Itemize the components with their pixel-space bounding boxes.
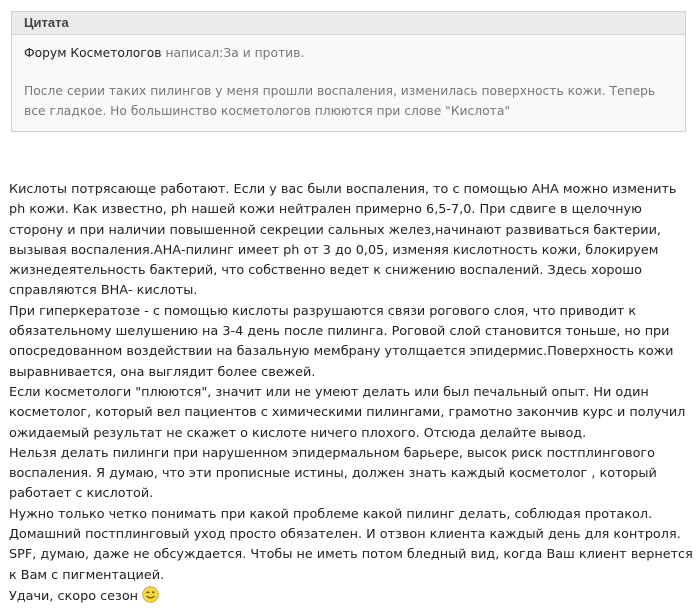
- post-closing: Удачи, скоро сезон: [9, 588, 139, 604]
- post-paragraph: Нужно только четко понимать при какой проблеме какой пилинг делать, соблюдая протакол.: [9, 506, 653, 522]
- quote-header: Цитата: [12, 12, 685, 35]
- quote-author-line: [24, 43, 673, 63]
- post-closing-line: [9, 586, 695, 607]
- quote-block: [11, 11, 686, 132]
- post-paragraph: Нельзя делать пилинги при нарушенном эпидермальном барьере, высок риск постплингового воспаления. Я думаю, что эти прописные истины, должен знать каждый косметолог , который работает с кислотой.: [9, 445, 657, 502]
- post-paragraph: Домашний постплинговый уход просто обязателен. И отзвон клиента каждый день для контроля. SPF, думаю, даже не обсуждается. Чтобы не иметь потом бледный вид, когда Ваш клиент вернется к Вам с пигментацией.: [9, 527, 693, 583]
- post-paragraph: Если косметологи "плюются", значит или не умеют делать или был печальный опыт. Ни один косметолог, который вел пациентов с химическими пилингами, грамотно закончив курс и получил ожидаемый результат не скажет о кислоте ничего плохого. Отсюда делайте вывод.: [9, 384, 686, 441]
- post-paragraph: Кислоты потрясающе работают. Если у вас были воспаления, то с помощью АНА можно изменить ph кожи. Как известно, ph нашей кожи нейтрален примерно 6,5-7,0. При сдвиге в щелочную сторону и при наличии повышенной секреции сальных желез,начинают развиваться бактерии, вызывая воспаления.АНА-пилинг имеет ph от 3 до 0,05, изменяя кислотность кожи, блокируем жизнедеятельность бактерий, что собственно ведет к снижению воспалений. Здесь хорошо справляются ВНА- кислоты.: [9, 182, 677, 299]
- wink-smiley-icon: [142, 586, 159, 603]
- quote-subject: За и против.: [223, 46, 305, 60]
- quote-body: [12, 35, 685, 131]
- post-body: [9, 180, 695, 607]
- quote-wrote-label: написал:: [161, 46, 224, 60]
- quote-author: Форум Косметологов: [24, 46, 162, 60]
- post-paragraph: При гиперкератозе - с помощью кислоты разрушаются связи рогового слоя, что приводит к обязательному шелушению на 3-4 день после пилинга. Роговой слой становится тоньше, но при опосредованном воздействии на базальную мембрану утолщается эпидермис.Поверхность кожи выравнивается, она выглядит более свежей.: [9, 303, 674, 380]
- quote-text: После серии таких пилингов у меня прошли воспаления, изменилась поверхность кожи. Теперь все гладкое. Но большинство косметологов плюются при слове "Кислота": [24, 84, 656, 118]
